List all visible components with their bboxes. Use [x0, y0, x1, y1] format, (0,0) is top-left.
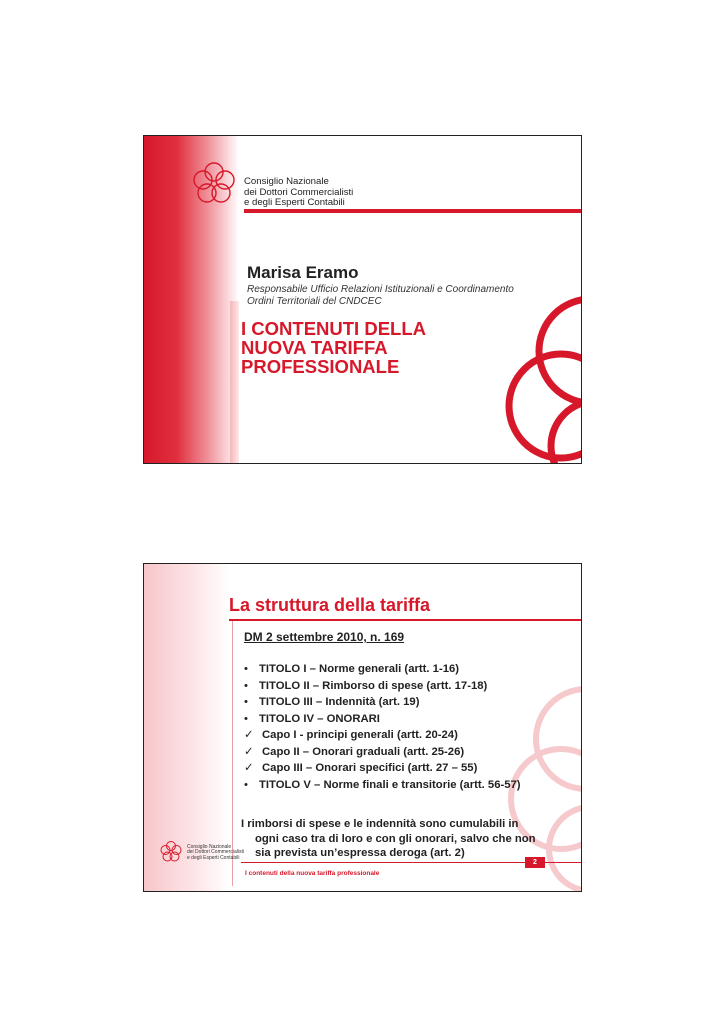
presentation-title	[241, 319, 426, 376]
list-item	[244, 678, 521, 695]
logo-line-1: Consiglio Nazionale	[244, 176, 329, 187]
pink-stripe	[230, 301, 239, 463]
footer-logo-line-2: dei Dottori Commercialisti	[187, 849, 244, 856]
footer-text: I contenuti della nuova tariffa professionale	[245, 870, 380, 877]
note-line-3: sia prevista un’espressa deroga (art. 2)	[255, 847, 465, 859]
list-item-text: TITOLO I – Norme generali (artt. 1-16)	[259, 663, 460, 675]
decree-reference: DM 2 settembre 2010, n. 169	[244, 630, 405, 644]
note-line-2: ogni caso tra di loro e con gli onorari, salvo che non	[255, 832, 536, 845]
footer-logo-text	[187, 845, 244, 861]
list-item-text: TITOLO V – Norme finali e transitorie (artt. 56-57)	[259, 778, 521, 791]
slide-2	[143, 563, 582, 892]
footer-logo-line-3: e degli Esperti Contabili	[187, 854, 240, 861]
list-item-text: Capo III – Onorari specifici (artt. 27 – 55)	[262, 762, 478, 774]
note-line-1: I rimborsi di spese e le indennità sono cumulabili in	[241, 818, 519, 830]
check-icon: ✓	[244, 745, 254, 758]
list-item-text: Capo II – Onorari graduali (artt. 25-26)	[262, 745, 465, 758]
speaker-role-line-2: Ordini Territoriali del CNDCEC	[247, 296, 382, 307]
page-number: 2	[525, 857, 545, 868]
bullet-icon: •	[244, 663, 248, 675]
bullet-icon: •	[244, 679, 248, 692]
title-line-2: NUOVA TARIFFA	[241, 337, 388, 358]
list-item	[244, 727, 521, 744]
logo-line-2: dei Dottori Commercialisti	[244, 186, 354, 198]
title-rule	[229, 619, 581, 621]
list-item-text: TITOLO IV – ONORARI	[259, 712, 380, 725]
speaker-role	[247, 284, 514, 308]
footer-logo-line-1: Consiglio Nazionale	[187, 844, 232, 850]
speaker-name: Marisa Eramo	[247, 263, 359, 282]
structure-list	[244, 661, 521, 793]
bullet-icon: •	[244, 778, 248, 791]
check-icon: ✓	[244, 729, 254, 741]
title-line-3: PROFESSIONALE	[241, 356, 400, 377]
speaker-role-line-1: Responsabile Ufficio Relazioni Istituzionali e Coordinamento	[247, 284, 514, 295]
logo-line-3: e degli Esperti Contabili	[244, 197, 345, 208]
list-item	[244, 777, 521, 794]
list-item	[244, 744, 521, 761]
cndcec-logo-icon	[188, 158, 240, 210]
list-item	[244, 711, 521, 728]
bullet-icon: •	[244, 696, 248, 708]
pink-side-band	[144, 564, 230, 891]
list-item	[244, 694, 521, 711]
footer-logo-icon	[158, 839, 184, 865]
list-item-text: Capo I - principi generali (artt. 20-24)	[262, 729, 458, 741]
list-item-text: TITOLO II – Rimborso di spese (artt. 17-18)	[259, 679, 488, 692]
note-paragraph	[241, 817, 568, 861]
logo-text	[244, 177, 353, 209]
list-item	[244, 760, 521, 777]
list-item	[244, 661, 521, 678]
title-line-1: I CONTENUTI DELLA	[241, 318, 426, 339]
header-rule	[244, 209, 581, 213]
list-item-text: TITOLO III – Indennità (art. 19)	[259, 696, 420, 708]
bullet-icon: •	[244, 712, 248, 725]
slide-title: La struttura della tariffa	[229, 595, 431, 615]
check-icon: ✓	[244, 762, 254, 774]
decorative-swirl-icon	[481, 296, 582, 464]
slide-1	[143, 135, 582, 464]
